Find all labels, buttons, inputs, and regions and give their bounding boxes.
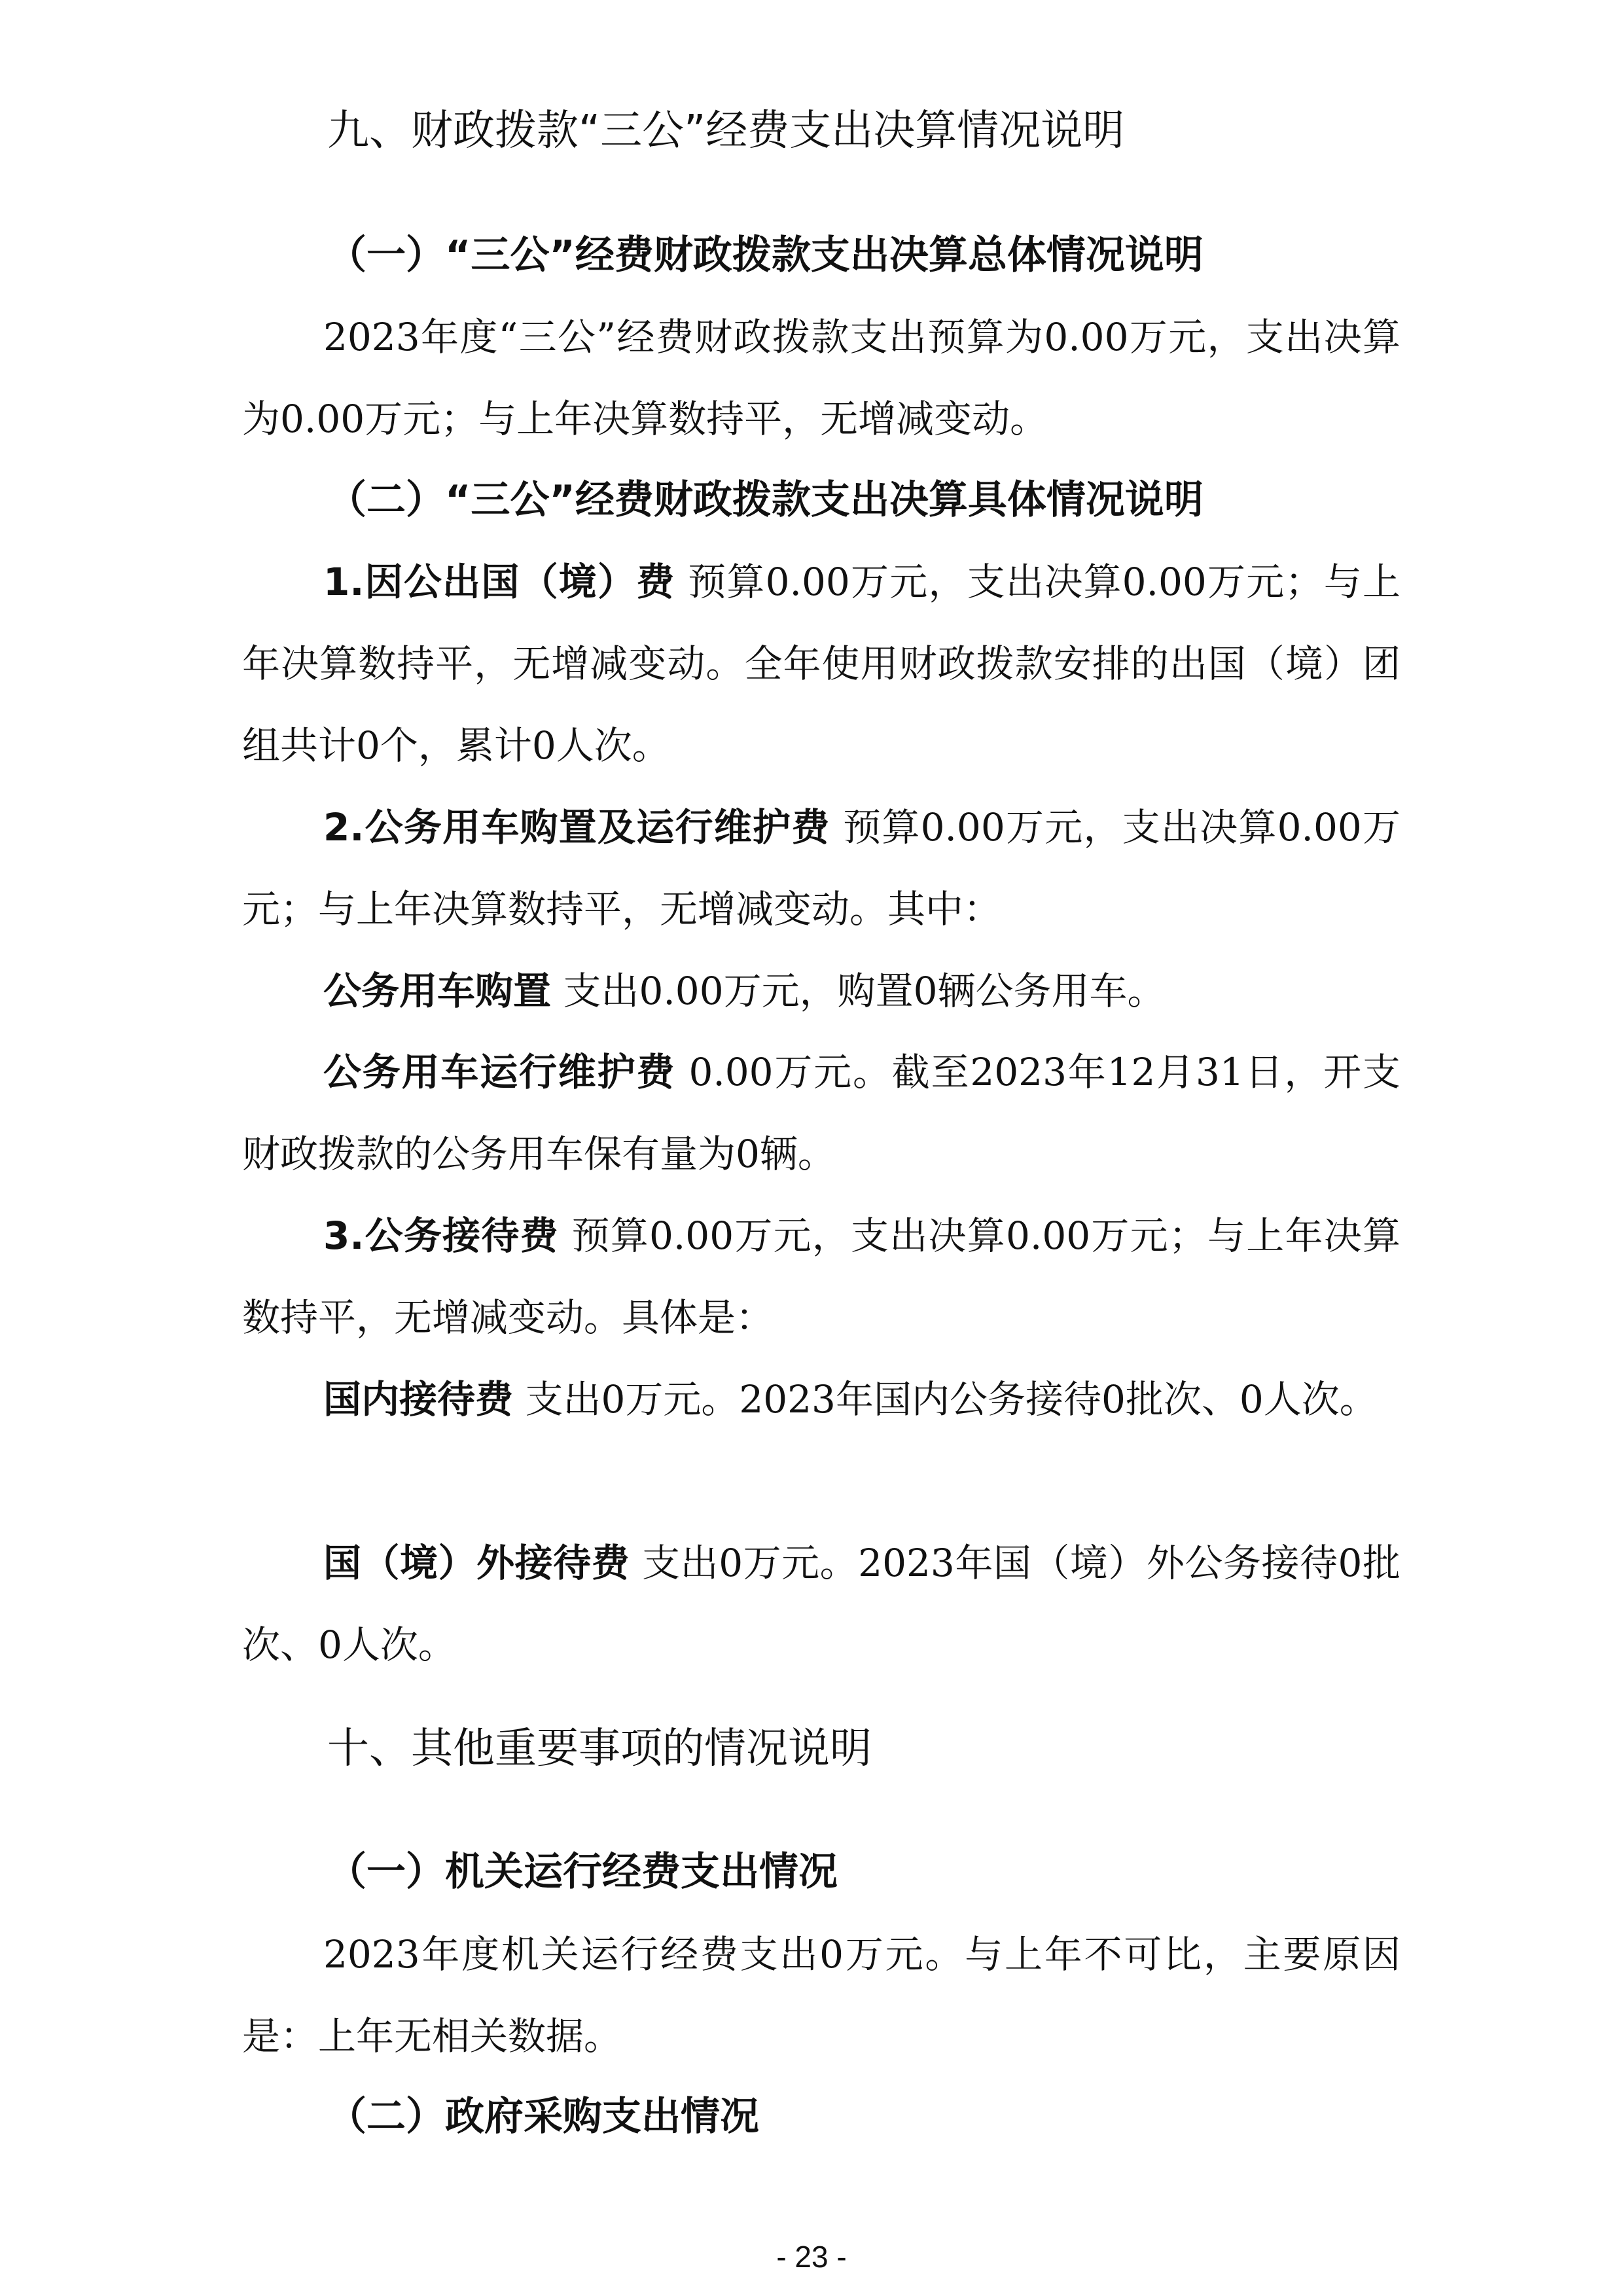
item-domestic-reception-text: 支出0万元。2023年国内公务接待0批次、0人次。 [513,1377,1378,1422]
item-overseas-travel [242,541,1400,787]
item-overseas-travel-text: 预算0.00万元，支出决算0.00万元；与上年决算数持平，无增减变动。全年使用财政拨款安排的出国（境）团组共计0个，累计0人次。 [242,560,1400,768]
item-foreign-reception-label: 国（境）外接待费 [323,1541,630,1585]
section9-sub1-body: 2023年度“三公”经费财政拨款支出预算为0.00万元，支出决算为0.00万元；与上年决算数持平，无增减变动。 [242,315,1400,441]
item-reception-text: 预算0.00万元，支出决算0.00万元；与上年决算数持平，无增减变动。具体是： [242,1213,1400,1340]
section10-sub1-body: 2023年度机关运行经费支出0万元。与上年不可比，主要原因是：上年无相关数据。 [242,1932,1400,2058]
page-number: - 23 - [776,2240,847,2274]
item-reception [242,1195,1400,1359]
item-vehicle-maintenance-text: 0.00万元。截至2023年12月31日，开支财政拨款的公务用车保有量为0辆。 [242,1050,1400,1176]
item-reception-label: 3.公务接待费 [323,1213,559,1258]
item-vehicle-maintenance [242,1031,1400,1195]
section10-title: 十、其他重要事项的情况说明 [327,1725,872,1773]
item-vehicle-purchase [242,950,1400,1032]
section10-sub2-title: （二）政府采购支出情况 [327,2094,759,2140]
item-vehicle-label: 2.公务用车购置及运行维护费 [323,805,830,850]
item-vehicle-maintenance-label: 公务用车运行维护费 [323,1050,676,1094]
item-foreign-reception [242,1522,1400,1686]
item-vehicle [242,787,1400,950]
item-vehicle-purchase-text: 支出0.00万元，购置0辆公务用车。 [551,969,1166,1013]
item-domestic-reception-label: 国内接待费 [323,1377,514,1422]
item-overseas-travel-label: 1.因公出国（境）费 [323,560,675,604]
item-vehicle-text: 预算0.00万元，支出决算0.00万元；与上年决算数持平，无增减变动。其中： [242,805,1400,931]
section9-sub2-title: （二）“三公”经费财政拨款支出决算具体情况说明 [327,477,1204,523]
item-foreign-reception-text: 支出0万元。2023年国（境）外公务接待0批次、0人次。 [242,1541,1400,1667]
section9-sub1-title: （一）“三公”经费财政拨款支出决算总体情况说明 [327,232,1204,278]
section10-sub1-title: （一）机关运行经费支出情况 [327,1849,838,1895]
section9-title: 九、财政拨款“三公”经费支出决算情况说明 [327,107,1125,155]
item-domestic-reception [242,1359,1400,1441]
item-vehicle-purchase-label: 公务用车购置 [323,969,552,1013]
